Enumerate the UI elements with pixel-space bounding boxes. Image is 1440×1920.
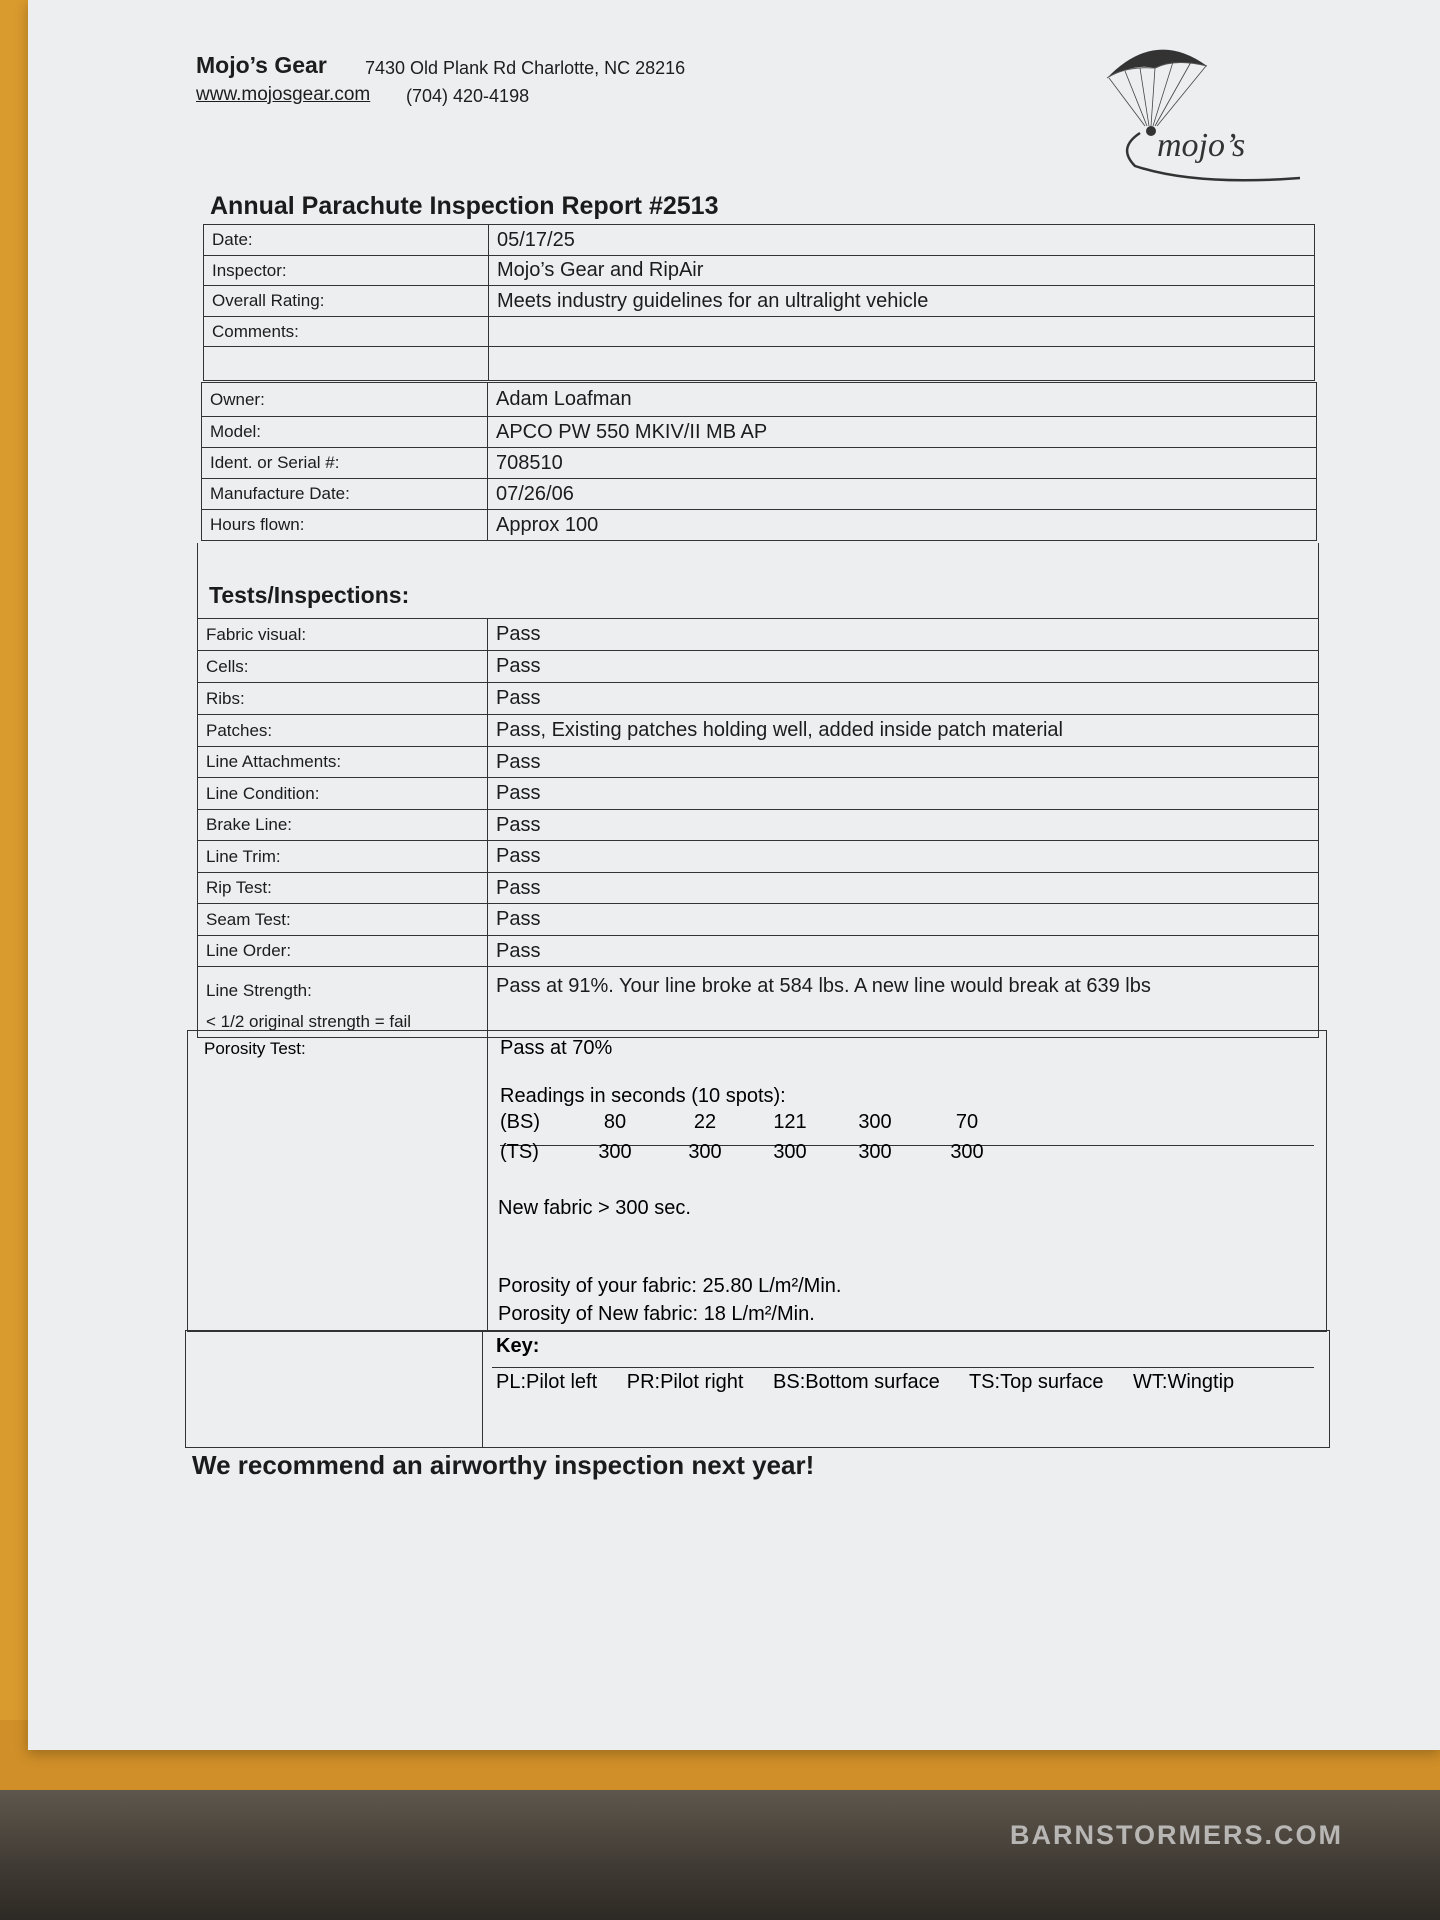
test-label: Line Attachments: [198, 747, 488, 778]
serial-value: 708510 [488, 448, 1317, 479]
table-row [204, 225, 1315, 256]
company-website-link[interactable]: www.mojosgear.com [196, 84, 371, 105]
test-result: Pass [488, 619, 1319, 651]
blank-value [489, 347, 1315, 381]
table-row [198, 904, 1319, 936]
table-row [204, 286, 1315, 317]
test-label: Rip Test: [198, 873, 488, 904]
line-strength-label-cell [198, 967, 488, 1038]
ts-reading: 300 [858, 1141, 892, 1163]
table-row [198, 747, 1319, 778]
test-label: Brake Line: [198, 810, 488, 841]
ts-reading: 300 [688, 1141, 722, 1163]
table-row [198, 967, 1319, 1038]
key-item: TS:Top surface [968, 1371, 1104, 1393]
porosity-result: Pass at 70% [500, 1037, 613, 1059]
readings-title: Readings in seconds (10 spots): [500, 1085, 786, 1107]
table-row [198, 651, 1319, 683]
bs-reading: 70 [955, 1111, 979, 1133]
ts-reading: 300 [598, 1141, 632, 1163]
model-value: APCO PW 550 MKIV/II MB AP [488, 417, 1317, 448]
table-row [198, 936, 1319, 967]
overall-rating-label: Overall Rating: [204, 286, 489, 317]
overall-rating-value: Meets industry guidelines for an ultralight vehicle [489, 286, 1315, 317]
test-label: Ribs: [198, 683, 488, 715]
model-label: Model: [202, 417, 488, 448]
company-name: Mojo’s Gear [196, 52, 327, 78]
table-row [204, 317, 1315, 347]
table-row [198, 683, 1319, 715]
test-label: Line Trim: [198, 841, 488, 873]
key-item: WT:Wingtip [1133, 1371, 1235, 1393]
mojos-logo [1095, 38, 1320, 188]
test-label: Line Order: [198, 936, 488, 967]
comments-value [489, 317, 1315, 347]
key-items [496, 1371, 1258, 1394]
owner-value: Adam Loafman [488, 383, 1317, 417]
report-title: Annual Parachute Inspection Report #2513 [210, 192, 719, 220]
test-result: Pass [488, 873, 1319, 904]
table-row [198, 810, 1319, 841]
logo-lettering: mojo’s [1157, 127, 1246, 164]
test-result: Pass [488, 936, 1319, 967]
your-fabric-porosity: Porosity of your fabric: 25.80 L/m²/Min. [498, 1275, 842, 1297]
table-row [204, 347, 1315, 381]
bs-reading: 80 [603, 1111, 627, 1133]
key-item: BS:Bottom surface [773, 1371, 940, 1393]
tests-heading: Tests/Inspections: [209, 582, 410, 608]
manufacture-date-value: 07/26/06 [488, 479, 1317, 510]
key-title: Key: [496, 1335, 540, 1357]
bs-reading: 121 [773, 1111, 807, 1133]
table-row [202, 383, 1317, 417]
table-row [198, 715, 1319, 747]
hours-flown-value: Approx 100 [488, 510, 1317, 541]
tests-table [197, 618, 1319, 1038]
serial-label: Ident. or Serial #: [202, 448, 488, 479]
table-row [198, 619, 1319, 651]
test-label: Fabric visual: [198, 619, 488, 651]
company-address: 7430 Old Plank Rd Charlotte, NC 28216 [365, 58, 686, 78]
recommendation-text: We recommend an airworthy inspection next year! [192, 1450, 815, 1480]
test-label: Seam Test: [198, 904, 488, 936]
parachute-details-table [201, 382, 1317, 541]
bs-label: (BS) [500, 1111, 540, 1133]
test-label: Patches: [198, 715, 488, 747]
test-result: Pass [488, 683, 1319, 715]
manufacture-date-label: Manufacture Date: [202, 479, 488, 510]
ts-reading: 300 [950, 1141, 984, 1163]
table-row [198, 873, 1319, 904]
inspector-label: Inspector: [204, 256, 489, 286]
watermark: BARNSTORMERS.COM [1010, 1820, 1344, 1850]
key-section [185, 1330, 1330, 1448]
blank-label [204, 347, 489, 381]
test-result: Pass [488, 810, 1319, 841]
line-strength-result: Pass at 91%. Your line broke at 584 lbs. A new line would break at 639 lbs [488, 967, 1319, 1038]
new-fabric-note: New fabric > 300 sec. [498, 1197, 691, 1219]
ts-label: (TS) [500, 1141, 539, 1163]
owner-label: Owner: [202, 383, 488, 417]
new-fabric-porosity: Porosity of New fabric: 18 L/m²/Min. [498, 1303, 815, 1325]
porosity-test-section [187, 1030, 1327, 1332]
table-row [198, 841, 1319, 873]
floor-background [0, 1790, 1440, 1920]
table-row [202, 479, 1317, 510]
hours-flown-label: Hours flown: [202, 510, 488, 541]
test-result: Pass [488, 904, 1319, 936]
porosity-test-label: Porosity Test: [204, 1039, 306, 1058]
test-result: Pass [488, 747, 1319, 778]
test-result: Pass [488, 841, 1319, 873]
column-divider [482, 1331, 483, 1447]
table-row [204, 256, 1315, 286]
test-result: Pass [488, 778, 1319, 810]
report-summary-table [203, 224, 1315, 381]
test-label: Line Condition: [198, 778, 488, 810]
test-result: Pass, Existing patches holding well, added inside patch material [488, 715, 1319, 747]
bs-reading: 22 [693, 1111, 717, 1133]
bs-reading: 300 [858, 1111, 892, 1133]
key-item: PR:Pilot right [626, 1371, 744, 1393]
company-phone: (704) 420-4198 [406, 86, 530, 106]
table-row [202, 510, 1317, 541]
comments-label: Comments: [204, 317, 489, 347]
key-item: PL:Pilot left [496, 1371, 598, 1393]
table-row [198, 778, 1319, 810]
ts-reading: 300 [773, 1141, 807, 1163]
inspector-value: Mojo’s Gear and RipAir [489, 256, 1315, 286]
key-divider [492, 1367, 1314, 1368]
test-result: Pass [488, 651, 1319, 683]
line-strength-label: Line Strength: [206, 981, 312, 1000]
date-label: Date: [204, 225, 489, 256]
table-row [202, 417, 1317, 448]
line-strength-criteria: < 1/2 original strength = fail [206, 1012, 412, 1031]
date-value: 05/17/25 [489, 225, 1315, 256]
table-row [202, 448, 1317, 479]
test-label: Cells: [198, 651, 488, 683]
column-divider [487, 1031, 488, 1331]
